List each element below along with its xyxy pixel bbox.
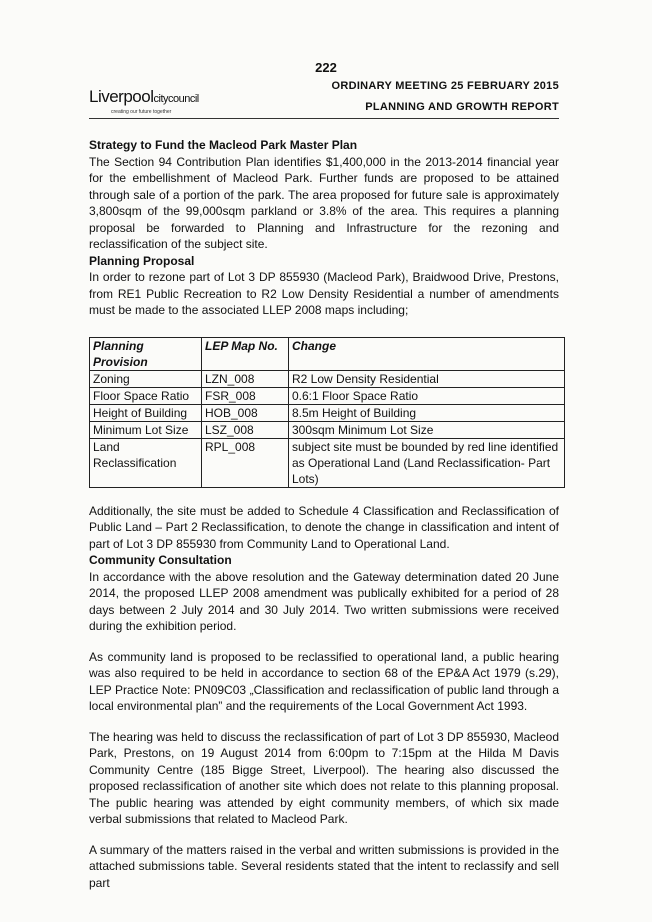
logo-sub-text: citycouncil xyxy=(153,93,199,105)
table-cell: Floor Space Ratio xyxy=(90,387,202,404)
table-cell: LSZ_008 xyxy=(202,421,289,438)
table-cell: Zoning xyxy=(90,370,202,387)
strategy-heading: Strategy to Fund the Macleod Park Master Plan xyxy=(89,138,358,152)
planning-paragraph: In order to rezone part of Lot 3 DP 855930 (Macleod Park), Braidwood Drive, Prestons, from RE1 Public Recreation to R2 Low Density Residential a number of amendments must be made to the associated LLEP 2008 maps including; xyxy=(89,270,559,317)
table-cell: Land Reclassification xyxy=(90,438,202,487)
table-row xyxy=(90,387,565,404)
consultation-paragraph-2: As community land is proposed to be reclassified to operational land, a public hearing was also required to be held in accordance to section 68 of the EP&A Act 1979 (s.29), LEP Practice Note: PN09C03 „Classification and reclassification of public land through a local environmental plan” and the requirements of the Local Government Act 1993. xyxy=(89,649,559,713)
table-header-cell: Planning Provision xyxy=(90,337,202,370)
schedule-paragraph: Additionally, the site must be added to Schedule 4 Classification and Reclassification of Public Land – Part 2 Reclassification, to denote the change in classification and intent of part of Lot 3 DP 855930 from Community Land to Operational Land. xyxy=(89,503,559,551)
consultation-heading: Community Consultation xyxy=(89,553,232,567)
table-cell: 0.6:1 Floor Space Ratio xyxy=(289,387,565,404)
logo-main-text: Liverpool xyxy=(89,87,154,106)
table-row xyxy=(90,438,565,487)
table-cell: HOB_008 xyxy=(202,404,289,421)
table-header-cell: LEP Map No. xyxy=(202,337,289,370)
strategy-paragraph: The Section 94 Contribution Plan identifies $1,400,000 in the 2013-2014 financial year for the embellishment of Macleod Park. Further funds are proposed to be attained through sale of a portion of the park. The area proposed for future sale is approximately 3,800sqm of the 99,000sqm parkland or 3.8% of the area. This requires a planning proposal be forwarded to Planning and Infrastructure for the rezoning and reclassification of the subject site. xyxy=(89,154,559,251)
header-divider xyxy=(89,118,559,119)
table-header-cell: Change xyxy=(289,337,565,370)
table-cell: subject site must be bounded by red line identified as Operational Land (Land Reclassification- Part Lots) xyxy=(289,438,565,487)
table-row xyxy=(90,370,565,387)
table-cell: RPL_008 xyxy=(202,438,289,487)
table-row xyxy=(90,404,565,421)
table-cell: Minimum Lot Size xyxy=(90,421,202,438)
report-body xyxy=(89,137,559,891)
table-header-row xyxy=(90,337,565,370)
page-number: 222 xyxy=(315,60,337,75)
amendments-table xyxy=(89,337,565,488)
table-cell: Height of Building xyxy=(90,404,202,421)
consultation-paragraph-1: In accordance with the above resolution and the Gateway determination dated 20 June 2014, the proposed LLEP 2008 amendment was publically exhibited for a period of 28 days between 2 July 2014 and 30 July 2014. Two written submissions were received during the exhibition period. xyxy=(89,569,559,633)
table-row xyxy=(90,421,565,438)
table-cell: R2 Low Density Residential xyxy=(289,370,565,387)
logo-tagline: creating our future together xyxy=(111,109,172,115)
table-cell: FSR_008 xyxy=(202,387,289,404)
consultation-paragraph-4: A summary of the matters raised in the verbal and written submissions is provided in the attached submissions table. Several residents stated that the intent to reclassify and sell part xyxy=(89,842,559,890)
table-cell: 300sqm Minimum Lot Size xyxy=(289,421,565,438)
meeting-title: ORDINARY MEETING 25 FEBRUARY 2015 xyxy=(331,80,559,92)
table-cell: 8.5m Height of Building xyxy=(289,404,565,421)
council-logo xyxy=(89,88,199,115)
table-cell: LZN_008 xyxy=(202,370,289,387)
report-title: PLANNING AND GROWTH REPORT xyxy=(365,101,559,113)
consultation-paragraph-3: The hearing was held to discuss the reclassification of part of Lot 3 DP 855930, Macleod Park, Prestons, on 19 August 2014 from 6:00pm to 7:15pm at the Hilda M Davis Community Centre (185 Bigge Street, Liverpool). The hearing also discussed the proposed reclassification of another site which does not relate to this planning proposal. The public hearing was attended by eight community members, of which six made verbal submissions that related to Macleod Park. xyxy=(89,729,559,826)
planning-heading: Planning Proposal xyxy=(89,253,195,268)
